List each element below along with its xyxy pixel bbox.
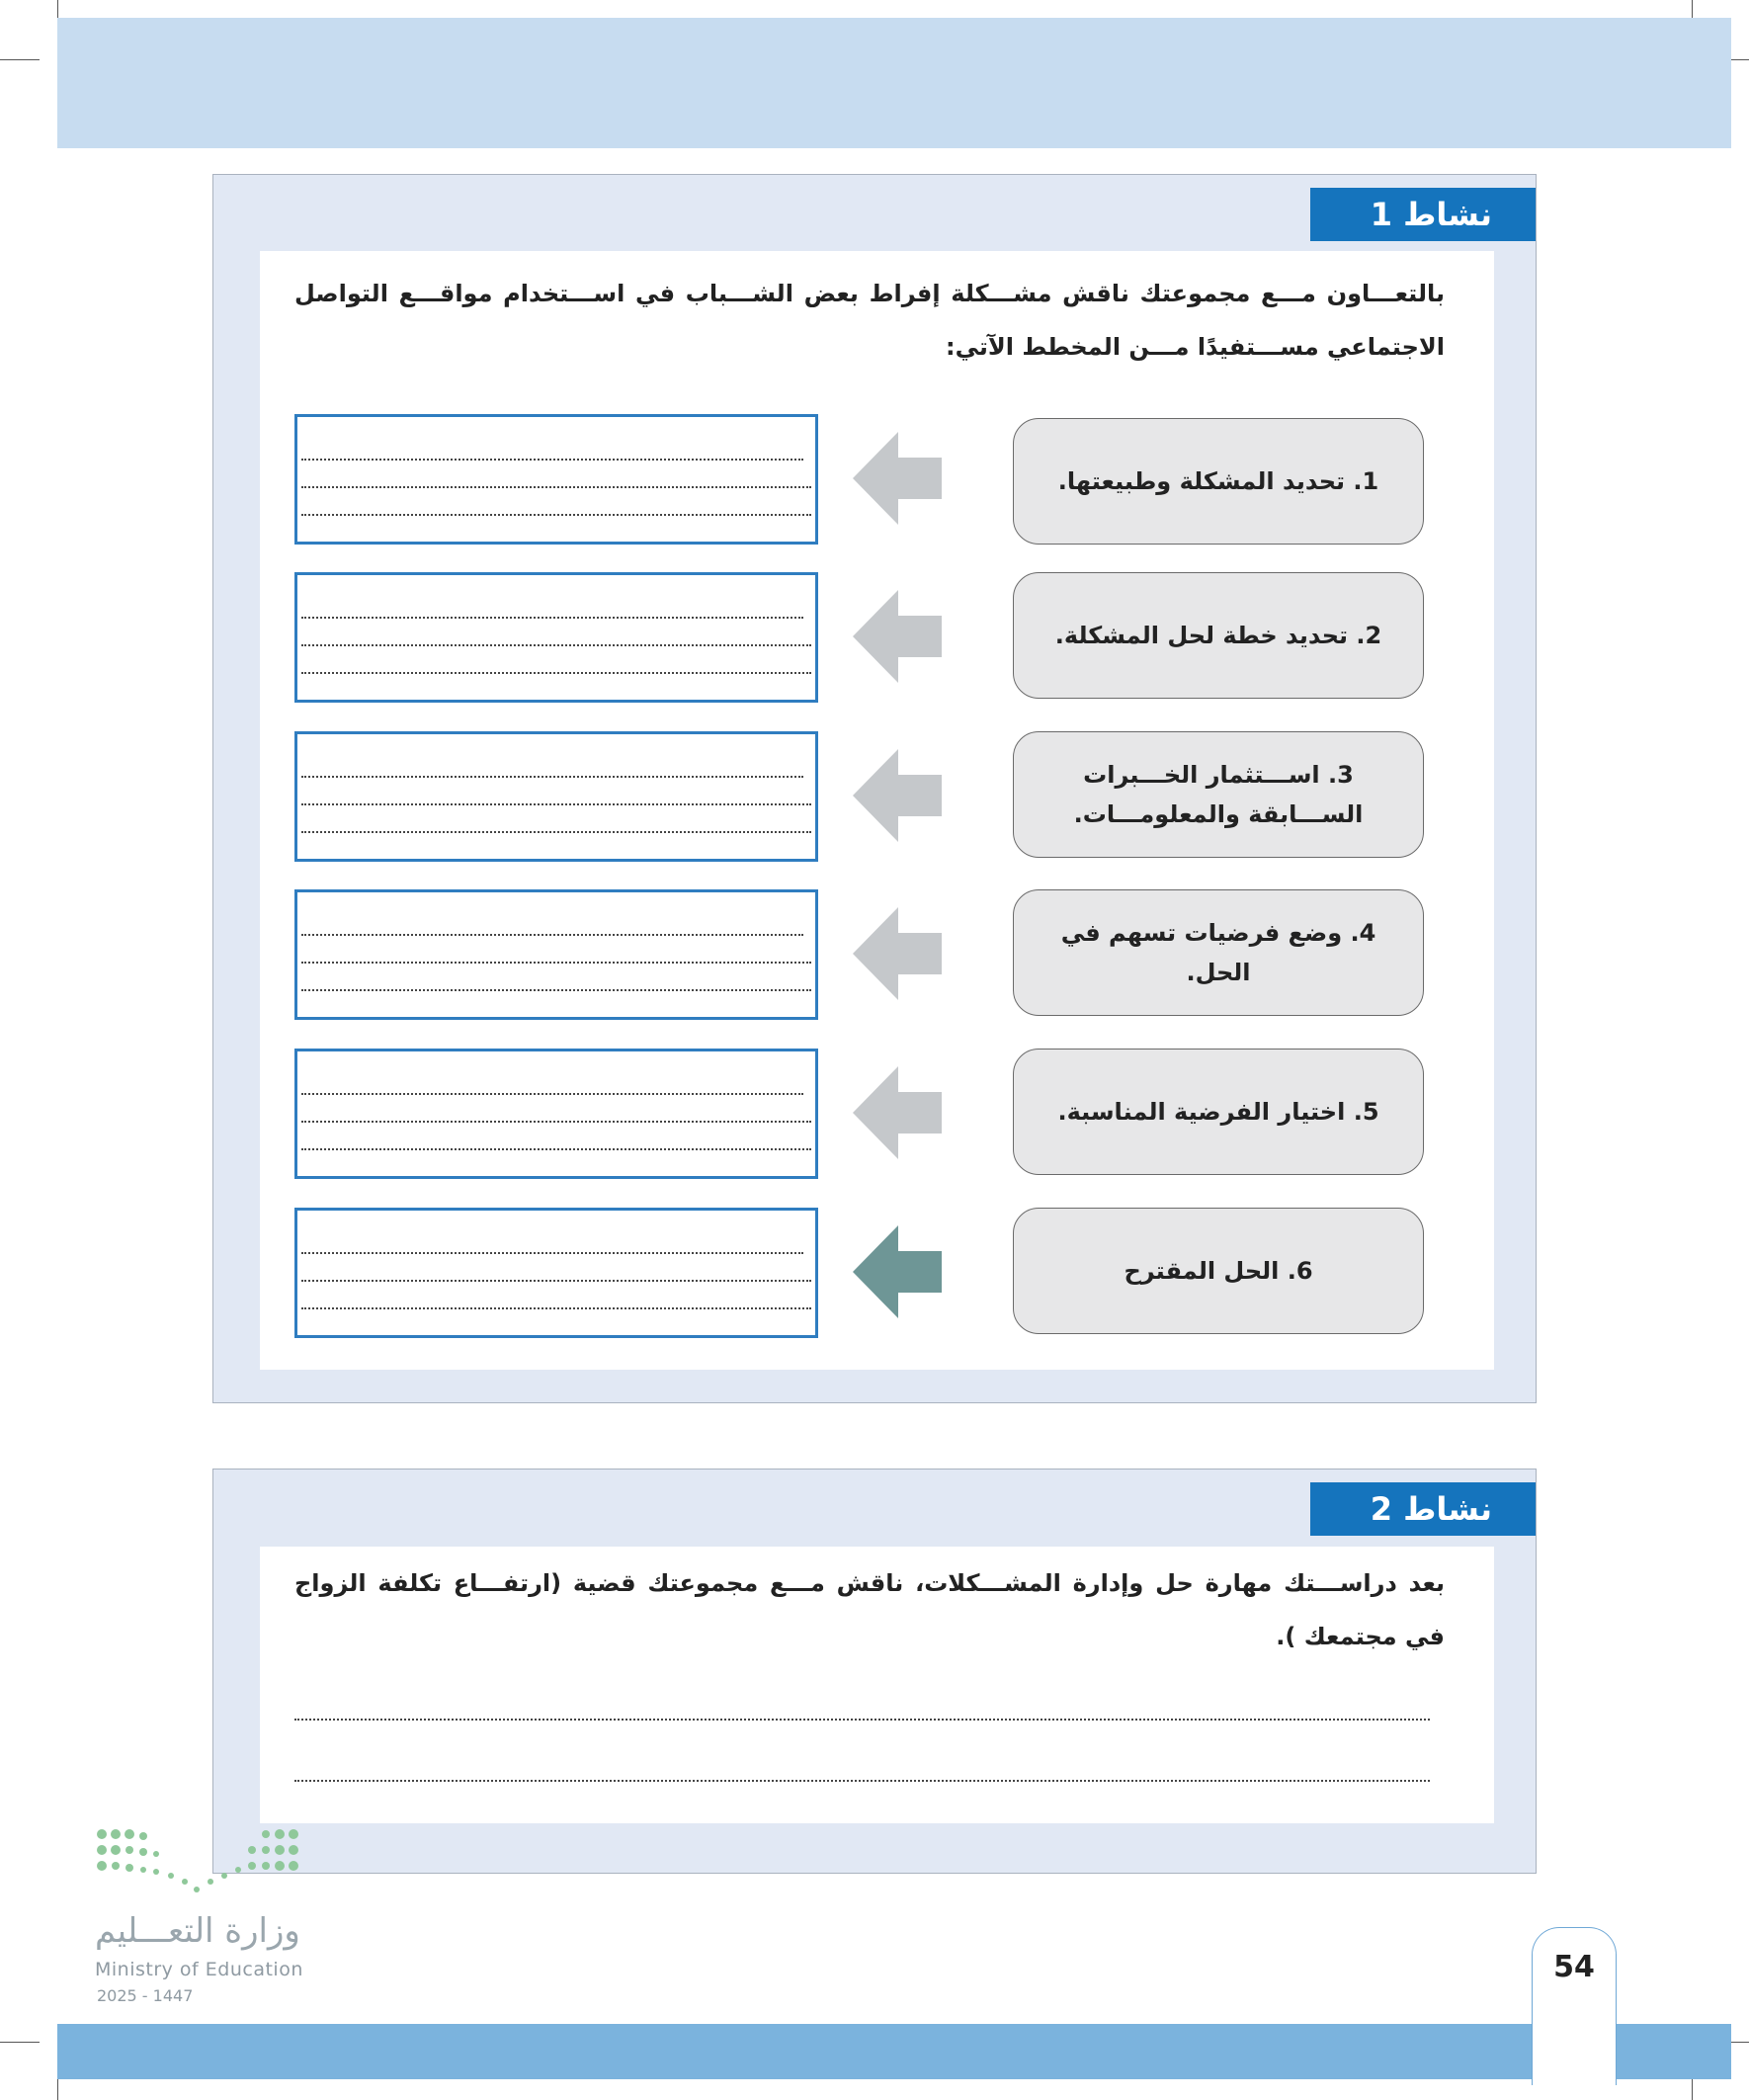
arrow-left-icon: [853, 749, 942, 842]
ministry-name-en: Ministry of Education: [95, 1959, 303, 1980]
page-number-tab: [1532, 1927, 1617, 2085]
answer-line[interactable]: [294, 1780, 1430, 1782]
step-6: 6. الحل المقترح: [1013, 1208, 1424, 1334]
crop-mark: [0, 59, 40, 60]
answer-box[interactable]: [294, 414, 818, 545]
answer-box[interactable]: [294, 889, 818, 1020]
arrow-left-icon: [853, 1225, 942, 1318]
arrow-left-icon: [853, 432, 942, 525]
activity-2-panel: [212, 1469, 1537, 1874]
answer-box[interactable]: [294, 572, 818, 703]
activity-1-prompt: بالتعـــاون مـــع مجموعتك ناقش مشـــكلة إفراط بعض الشـــباب في اســـتخدام مواقـــع التواصل الاجتماعي مســـتفيدًا مـــن المخطط الآتي:: [294, 280, 1445, 361]
arrow-left-icon: [853, 1066, 942, 1159]
step-2: 2. تحديد خطة لحل المشكلة.: [1013, 572, 1424, 699]
step-4: 4. وضع فرضيات تسهم في الحل.: [1013, 889, 1424, 1016]
activity-1-panel: [212, 174, 1537, 1403]
answer-box[interactable]: [294, 731, 818, 862]
step-3: 3. اســـتثمار الخـــبرات الســـابقة والمعلومـــات.: [1013, 731, 1424, 858]
page-number: 54: [1553, 1950, 1595, 1984]
arrow-left-icon: [853, 590, 942, 683]
header-band: [57, 18, 1731, 148]
arrow-left-icon: [853, 907, 942, 1000]
step-5: 5. اختيار الفرضية المناسبة.: [1013, 1049, 1424, 1175]
activity-1-content: [260, 251, 1494, 1370]
activity-2-tag: نشاط 2: [1310, 1482, 1536, 1536]
academic-year: 2025 - 1447: [97, 1986, 194, 2005]
ministry-name-ar: وزارة التعـــليم: [95, 1911, 300, 1951]
activity-2-content: [260, 1547, 1494, 1823]
crop-mark: [0, 2042, 40, 2043]
step-1: 1. تحديد المشكلة وطبيعتها.: [1013, 418, 1424, 545]
activity-2-prompt: بعد دراســـتك مهارة حل وإدارة المشـــكلات، ناقش مـــع مجموعتك قضية (ارتفـــاع تكلفة الزواج في مجتمعك ).: [294, 1569, 1445, 1650]
answer-box[interactable]: [294, 1208, 818, 1338]
footer-band: [57, 2024, 1731, 2079]
answer-line[interactable]: [294, 1719, 1430, 1721]
answer-box[interactable]: [294, 1049, 818, 1179]
ministry-logo: [94, 1824, 311, 1903]
activity-1-tag: نشاط 1: [1310, 188, 1536, 241]
